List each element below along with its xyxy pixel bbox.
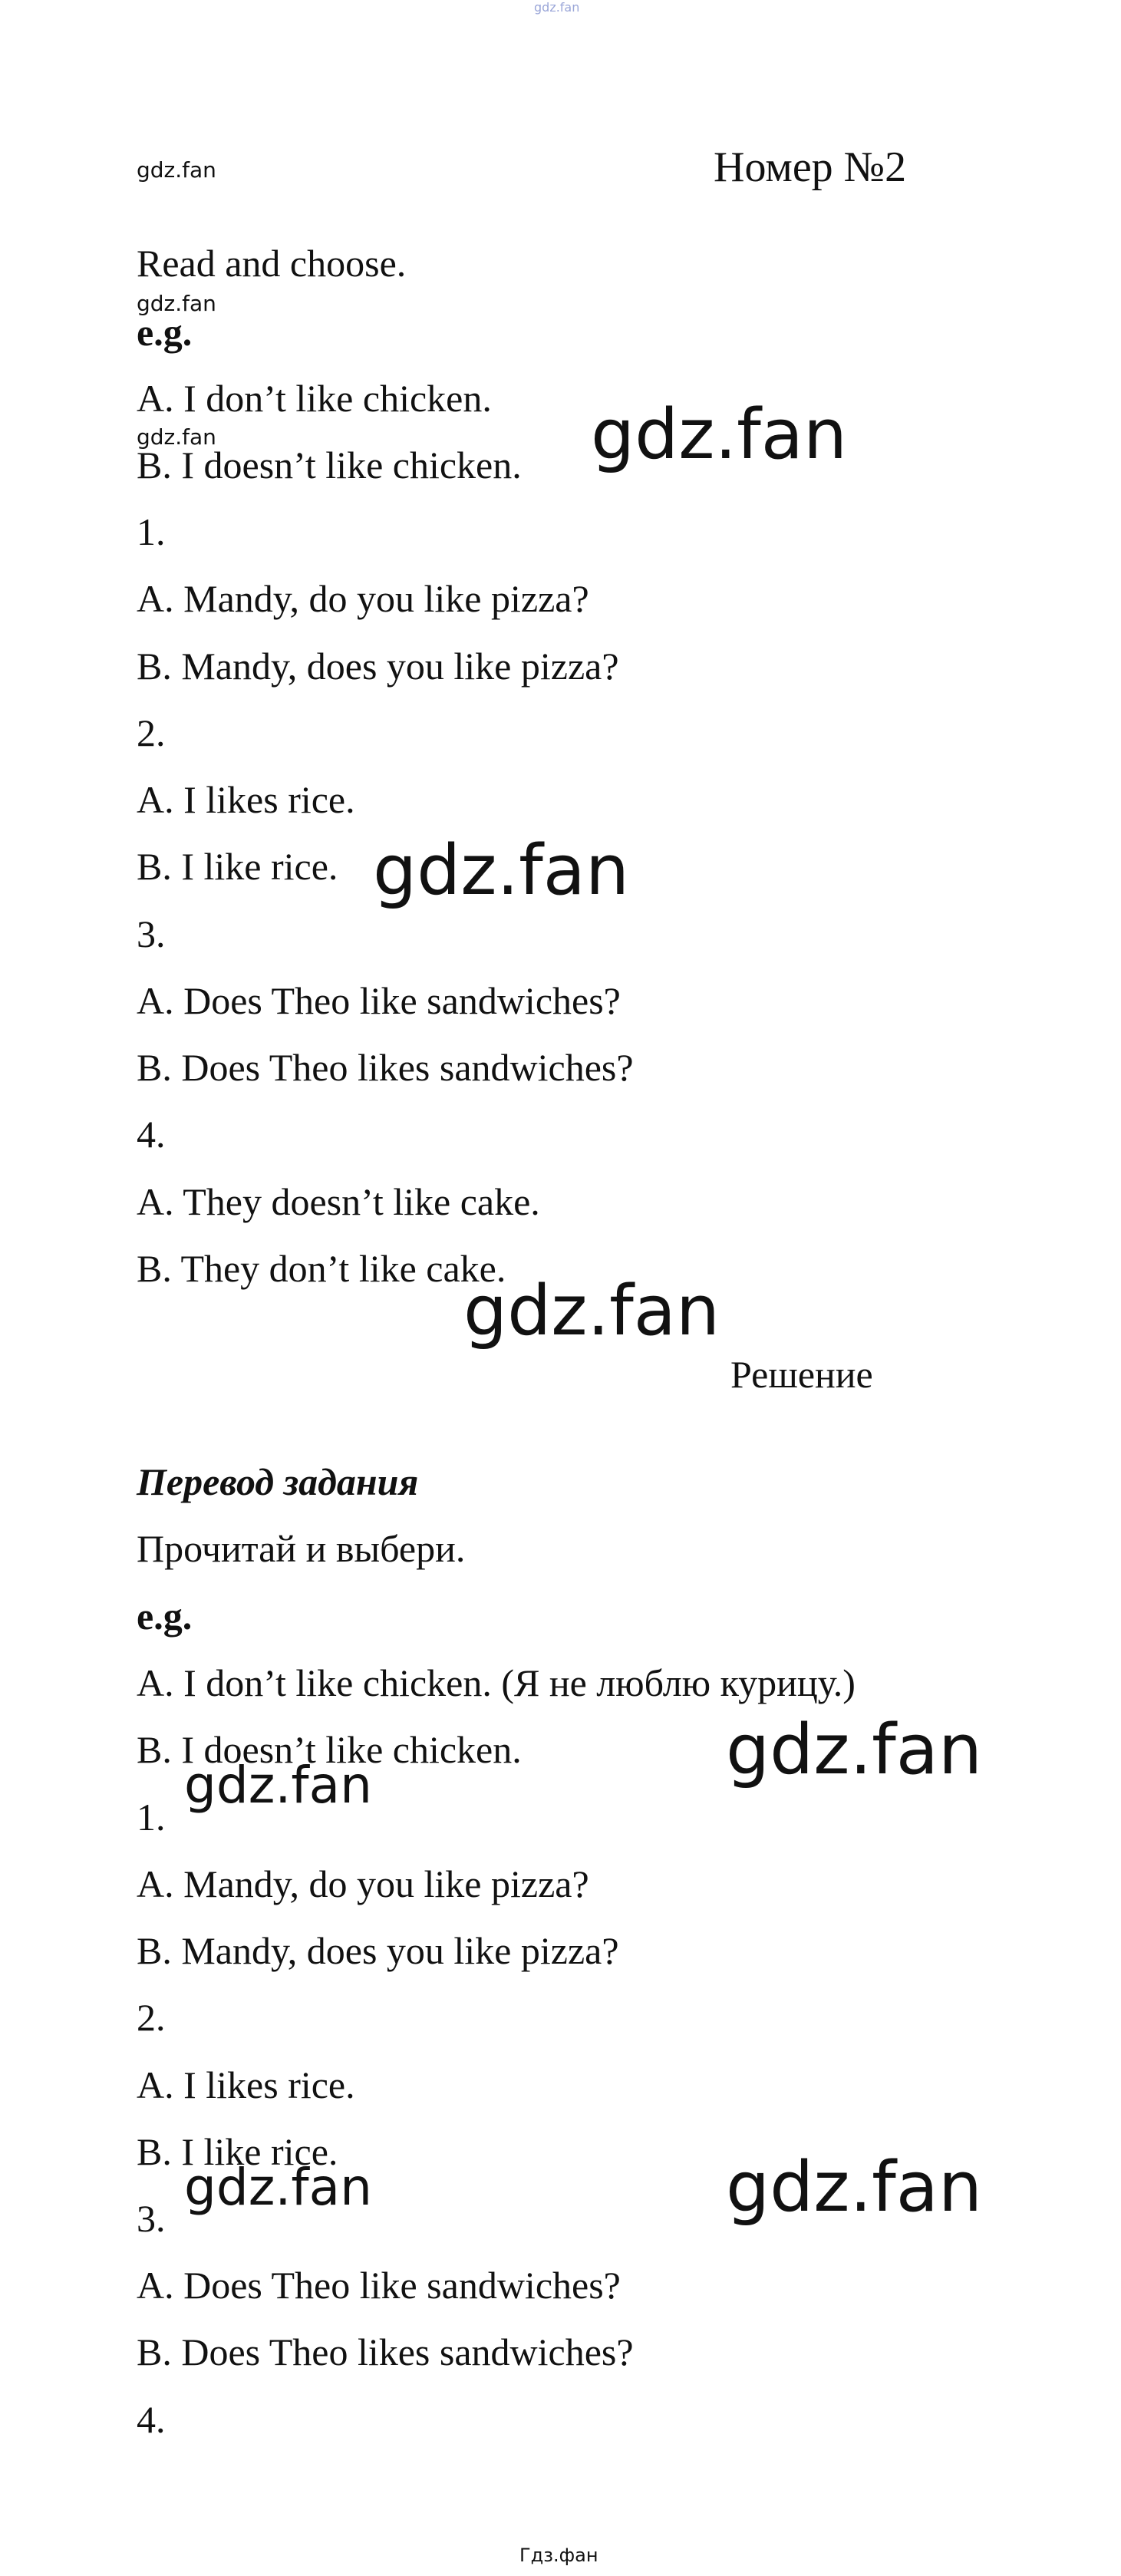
example-label: e.g. xyxy=(137,311,193,354)
question-3-number: 3. xyxy=(137,912,166,955)
translation-question-1-number: 1. xyxy=(137,1796,166,1839)
question-3-option-a: A. Does Theo like sandwiches? xyxy=(137,979,621,1022)
footer-watermark: Гдз.фан xyxy=(519,2545,598,2566)
question-2-number: 2. xyxy=(137,711,166,754)
top-watermark: gdz.fan xyxy=(534,0,580,15)
question-1-option-b: B. Mandy, does you like pizza? xyxy=(137,645,619,688)
translation-example-option-a: A. I don’t like chicken. (Я не люблю курицу.) xyxy=(137,1661,856,1704)
translation-question-2-option-a: A. I likes rice. xyxy=(137,2063,355,2106)
translation-question-3-option-b: B. Does Theo likes sandwiches? xyxy=(137,2330,634,2373)
translation-question-1-option-b: B. Mandy, does you like pizza? xyxy=(137,1929,619,1972)
translation-question-2-option-b: B. I like rice. xyxy=(137,2130,338,2173)
watermark-large: gdz.fan xyxy=(726,1710,982,1790)
watermark-medium: gdz.fan xyxy=(184,2158,372,2217)
question-2-option-a: A. I likes rice. xyxy=(137,778,355,821)
translation-question-4-number: 4. xyxy=(137,2398,166,2441)
watermark-small: gdz.fan xyxy=(137,157,216,183)
watermark-large: gdz.fan xyxy=(726,2147,982,2228)
question-3-option-b: B. Does Theo likes sandwiches? xyxy=(137,1046,634,1089)
watermark-large: gdz.fan xyxy=(463,1271,720,1351)
translation-question-3-option-a: A. Does Theo like sandwiches? xyxy=(137,2264,621,2307)
watermark-medium: gdz.fan xyxy=(184,1756,372,1815)
question-1-number: 1. xyxy=(137,510,166,553)
task-instruction: Read and choose. xyxy=(137,242,407,285)
watermark-small: gdz.fan xyxy=(137,424,216,450)
translation-question-1-option-a: A. Mandy, do you like pizza? xyxy=(137,1862,589,1905)
translation-instruction: Прочитай и выбери. xyxy=(137,1527,466,1570)
exercise-title: Номер №2 xyxy=(714,143,907,191)
question-4-option-b: B. They don’t like cake. xyxy=(137,1247,506,1290)
question-4-number: 4. xyxy=(137,1113,166,1156)
question-2-option-b: B. I like rice. xyxy=(137,845,338,888)
translation-example-option-b: B. I doesn’t like chicken. xyxy=(137,1728,522,1771)
question-4-option-a: A. They doesn’t like cake. xyxy=(137,1180,540,1223)
question-1-option-a: A. Mandy, do you like pizza? xyxy=(137,577,589,620)
translation-heading: Перевод задания xyxy=(137,1460,419,1503)
watermark-large: gdz.fan xyxy=(591,394,847,475)
solution-heading: Решение xyxy=(730,1353,873,1396)
translation-question-3-number: 3. xyxy=(137,2197,166,2240)
watermark-large: gdz.fan xyxy=(373,830,629,911)
example-option-a: A. I don’t like chicken. xyxy=(137,377,492,420)
translation-question-2-number: 2. xyxy=(137,1996,166,2039)
watermark-small: gdz.fan xyxy=(137,291,216,316)
example-option-b: B. I doesn’t like chicken. xyxy=(137,444,522,487)
translation-example-label: e.g. xyxy=(137,1595,193,1638)
